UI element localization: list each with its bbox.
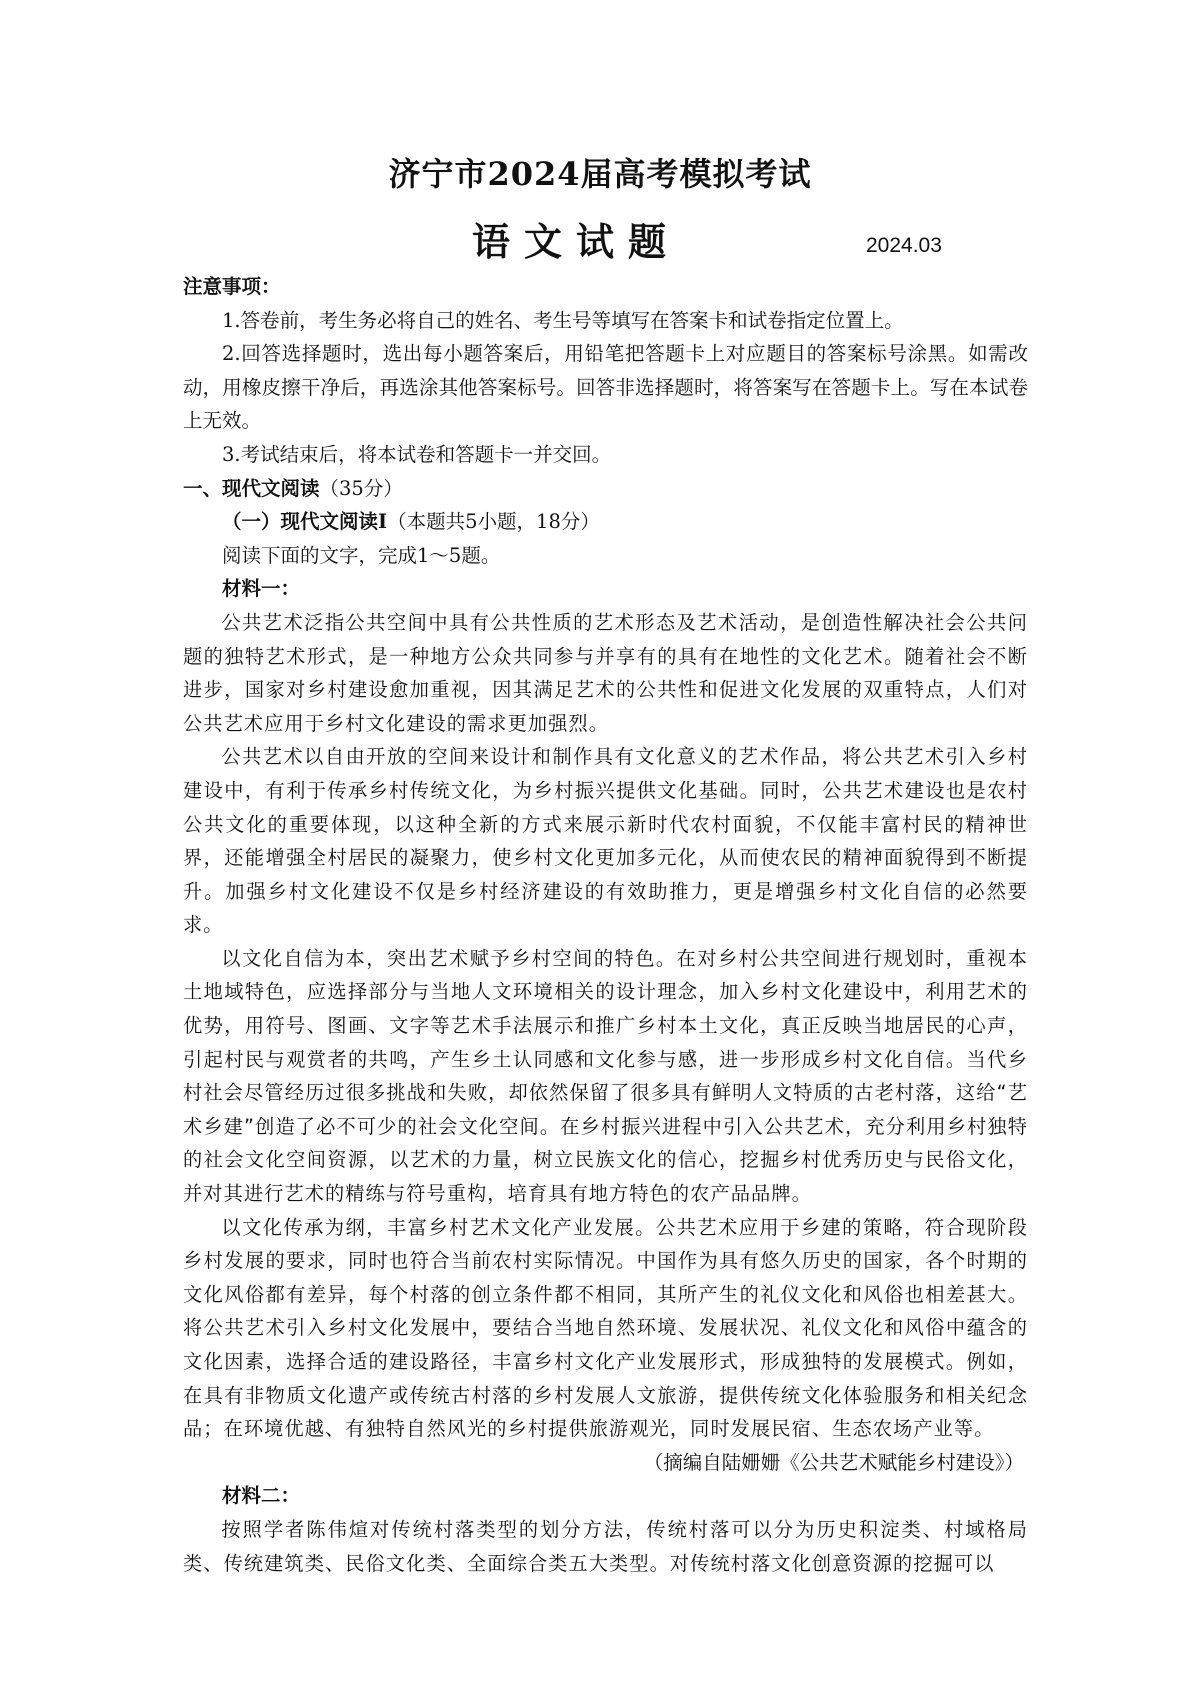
section-heading — [183, 472, 1028, 506]
subsection-info: （本题共5小题，18分） — [387, 510, 600, 534]
reading-instruction: 阅读下面的文字，完成1～5题。 — [222, 543, 501, 567]
material-1-paragraph: 公共艺术泛指公共空间中具有公共性质的艺术形态及艺术活动，是创造性解决社会公共问题的独特艺术形式，是一种地方公众共同参与并享有的具有在地性的文化艺术。随着社会不断进步，国家对乡村建设愈加重视，因其满足艺术的公共性和促进文化发展的双重特点，人们对公共艺术应用于乡村文化建设的需求更加强烈。 — [183, 610, 1028, 735]
notice-heading: 注意事项： — [183, 275, 281, 298]
section-title: 一、现代文阅读 — [183, 476, 320, 500]
subsection-heading — [183, 505, 1028, 539]
material-1-label: 材料一： — [222, 577, 301, 601]
material-2-label: 材料二： — [222, 1484, 301, 1508]
subject-title: 语文试题 — [472, 219, 681, 264]
material-2-paragraph: 按照学者陈伟煊对传统村落类型的划分方法，传统村落可以分为历史积淀类、村域格局类、传统建筑类、民俗文化类、全面综合类五大类型。对传统村落文化创意资源的挖掘可以 — [183, 1517, 1028, 1575]
material-1-paragraph: 公共艺术以自由开放的空间来设计和制作具有文化意义的艺术作品，将公共艺术引入乡村建设中，有利于传承乡村传统文化，为乡村振兴提供文化基础。同时，公共艺术建设也是农村公共文化的重要体现，以这种全新的方式来展示新时代农村面貌，不仅能丰富村民的精神世界，还能增强全村居民的凝聚力，使乡村文化更加多元化，从而使农民的精神面貌得到不断提升。加强乡村文化建设不仅是乡村经济建设的有效助推力，更是增强乡村文化自信的必然要求。 — [183, 745, 1028, 937]
exam-date: 2024.03 — [866, 234, 942, 257]
paper-body — [183, 270, 1028, 1580]
notice-item: 2.回答选择题时，选出每小题答案后，用铅笔把答题卡上对应题目的答案标号涂黑。如需改动，用橡皮擦干净后，再选涂其他答案标号。回答非选择题时，将答案写在答题卡上。写在本试卷上无效。 — [183, 342, 1028, 433]
subsection-label: （一）现代文阅读Ⅰ — [222, 510, 388, 534]
exam-title: 济宁市2024届高考模拟考试 — [388, 155, 812, 193]
notice-item: 1.答卷前，考生务必将自己的姓名、考生号等填写在答案卡和试卷指定位置上。 — [222, 308, 904, 332]
notice-item: 3.考试结束后，将本试卷和答题卡一并交回。 — [222, 442, 612, 466]
material-1-source: （摘编自陆姗姗《公共艺术赋能乡村建设》） — [643, 1450, 1024, 1474]
material-1-paragraph: 以文化自信为本，突出艺术赋予乡村空间的特色。在对乡村公共空间进行规划时，重视本土地域特色，应选择部分与当地人文环境相关的设计理念，加入乡村文化建设中，利用艺术的优势，用符号、图画、文字等艺术手法展示和推广乡村本土文化，真正反映当地居民的心声，引起村民与观赏者的共鸣，产生乡土认同感和文化参与感，进一步形成乡村文化自信。当代乡村社会尽管经历过很多挑战和失败，却依然保留了很多具有鲜明人文特质的古老村落，这给“艺术乡建”创造了必不可少的社会文化空间。在乡村振兴进程中引入公共艺术，充分利用乡村独特的社会文化空间资源，以艺术的力量，树立民族文化的信心，挖掘乡村优秀历史与民俗文化，并对其进行艺术的精练与符号重构，培育具有地方特色的农产品品牌。 — [183, 946, 1028, 1206]
material-1-paragraph: 以文化传承为纲，丰富乡村艺术文化产业发展。公共艺术应用于乡建的策略，符合现阶段乡村发展的要求，同时也符合当前农村实际情况。中国作为具有悠久历史的国家，各个时期的文化风俗都有差异，每个村落的创立条件都不相同，其所产生的礼仪文化和风俗也相差甚大。将公共艺术引入乡村文化发展中，要结合当地自然环境、发展状况、礼仪文化和风俗中蕴含的文化因素，选择合适的建设路径，丰富乡村文化产业发展形式，形成独特的发展模式。例如，在具有非物质文化遗产或传统古村落的乡村发展人文旅游，提供传统文化体验服务和相关纪念品；在环境优越、有独特自然风光的乡村提供旅游观光，同时发展民宿、生态农场产业等。 — [183, 1215, 1028, 1441]
section-points: （35分） — [319, 476, 403, 500]
